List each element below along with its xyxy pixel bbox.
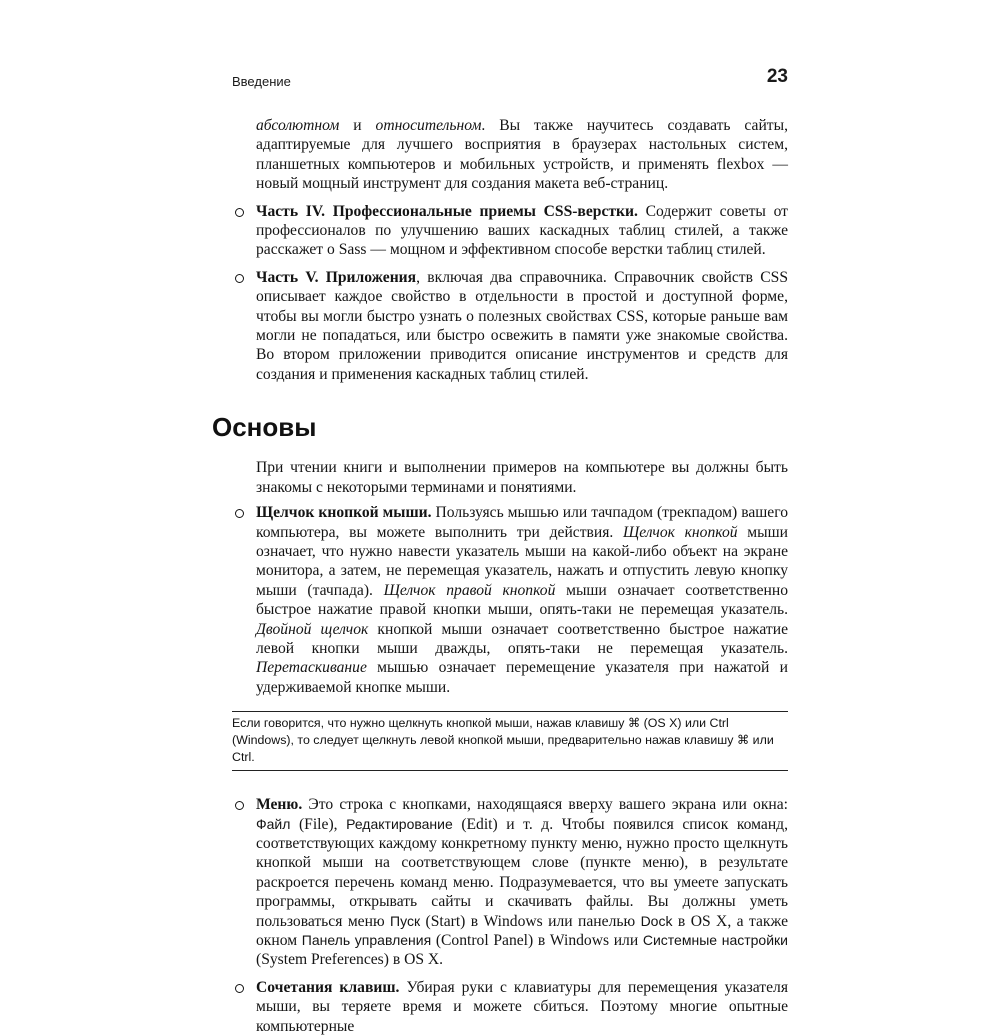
ui-term: Системные настройки bbox=[642, 932, 788, 948]
page-number: 23 bbox=[766, 66, 788, 87]
list-item: Сочетания клавиш. Убирая руки с клавиатуры для перемещения указателя мыши, вы теряете время и можете сбиться. Поэтому многие опытные компьютерные bbox=[232, 978, 788, 1036]
item-title: Часть V. Приложения bbox=[256, 268, 417, 286]
item-title: Меню. bbox=[256, 796, 303, 814]
list-item: Часть V. Приложения, включая два справочника. Справочник свойств CSS описывает каждое свойство в отдельности в простой и доступной форме, чтобы вы могли быстро узнать о полезных свойствах CSS, которые раньше вам могли не попадаться, или быстро освежить в памяти уже знакомые свойства. Во втором приложении приводится описание инструментов и средств для создания и применения каскадных таблиц стилей. bbox=[232, 268, 788, 384]
bullet-circle-icon bbox=[235, 509, 244, 518]
bullet-circle-icon bbox=[235, 801, 244, 810]
bullet-circle-icon bbox=[235, 274, 244, 283]
parts-list bbox=[232, 202, 788, 385]
section-title: Введение bbox=[232, 74, 291, 89]
bullet-circle-icon bbox=[235, 984, 244, 993]
ui-term: Dock bbox=[640, 912, 673, 929]
bullet-circle-icon bbox=[235, 208, 244, 217]
list-item: Щелчок кнопкой мыши. Пользуясь мышью или тачпадом (трекпадом) вашего компьютера, вы можете выполнить три действия. Щелчок кнопкой мыши означает, что нужно навести указатель мыши на какой-либо объект на экране монитора, а затем, не перемещая указатель, нажать и отпустить левую кнопку мыши (тачпада). Щелчок правой кнопкой мыши означает соответственно быстрое нажатие правой кнопки мыши, опять-таки не перемещая указатель. Двойной щелчок кнопкой мыши означает соответственно быстрое нажатие левой кнопки мыши дважды, опять-таки не перемещая указатель. Перетаскивание мышью означает перемещение указателя при нажатой и удерживаемой кнопке мыши. bbox=[232, 503, 788, 697]
running-head bbox=[232, 66, 788, 94]
item-title: Сочетания клавиш. bbox=[256, 978, 400, 996]
ui-term: Панель управления bbox=[301, 932, 432, 948]
ui-term: Файл bbox=[256, 815, 291, 832]
section-intro: При чтении книги и выполнении примеров на компьютере вы должны быть знакомы с некоторыми терминами и понятиями. bbox=[256, 459, 788, 496]
terms-list bbox=[232, 503, 788, 697]
note-box: Если говорится, что нужно щелкнуть кнопкой мыши, нажав клавишу ⌘ (OS X) или Ctrl (Windows), то следует щелкнуть левой кнопкой мыши, предварительно нажав клавишу ⌘ или Ctrl. bbox=[232, 711, 788, 771]
section-heading: Основы bbox=[212, 412, 317, 443]
book-page bbox=[212, 66, 789, 1036]
continuation-paragraph: абсолютном и относительном. Вы также научитесь создавать сайты, адаптируемые для лучшего восприятия в браузерах настольных систем, планшетных компьютеров и мобильных устройств, и применять flexbox — новый мощный инструмент для создания макета веб-страниц. bbox=[256, 117, 788, 193]
ui-term: Редактирование bbox=[346, 815, 453, 832]
emphasis-term: относительном bbox=[375, 117, 482, 134]
ui-term: Пуск bbox=[390, 912, 421, 929]
item-title: Щелчок кнопкой мыши. bbox=[256, 504, 432, 522]
list-item: Часть IV. Профессиональные приемы CSS-верстки. Содержит советы от профессионалов по улучшению ваших каскадных таблиц стилей, а также расскажет о Sass — мощном и эффективном способе верстки таблиц стилей. bbox=[232, 202, 788, 260]
item-title: Часть IV. Профессиональные приемы CSS-верстки. bbox=[256, 202, 638, 220]
emphasis-term: абсолютном bbox=[256, 117, 340, 134]
list-item: Меню. Это строка с кнопками, находящаяся вверху вашего экрана или окна: Файл (File), Редактирование (Edit) и т. д. Чтобы появился список команд, соответствующих каждому конкретному пункту меню, нужно просто щелкнуть кнопкой мыши на соответствующем слове (пункте меню), в результате раскроется перечень команд меню. Подразумевается, что вы умеете запускать программы, открывать сайты и скачивать файлы. Вы должны уметь пользоваться меню Пуск (Start) в Windows или панелью Dock в OS X, а также окном Панель управления (Control Panel) в Windows или Системные настройки (System Preferences) в OS X. bbox=[232, 795, 788, 970]
